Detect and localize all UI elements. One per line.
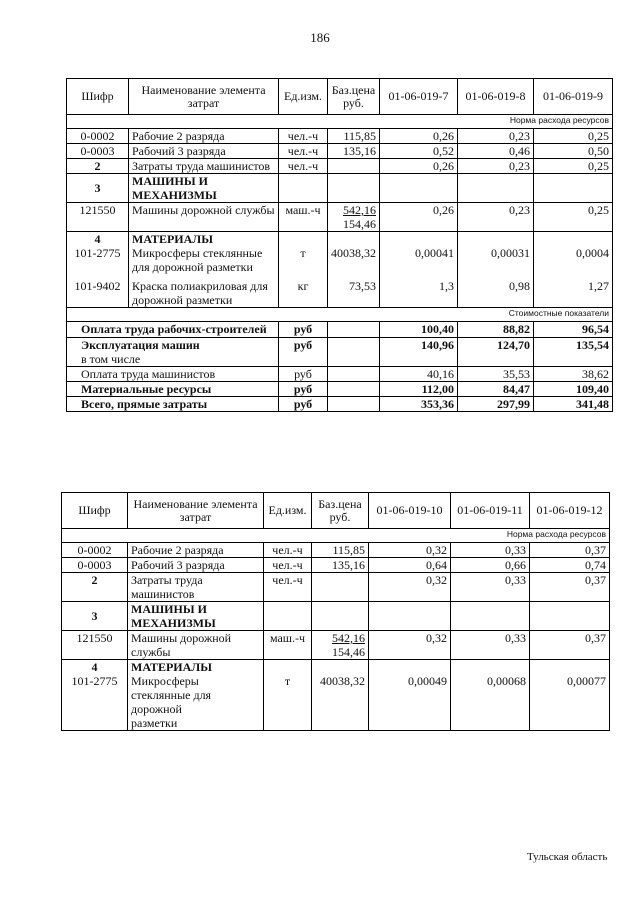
- cost-value-1: 112,00: [380, 382, 458, 397]
- cost-subheader-row: [67, 308, 613, 322]
- cost-unit: руб: [279, 338, 328, 367]
- row-code: 2: [67, 159, 129, 174]
- table-row: [67, 203, 613, 232]
- cost-value-3: 109,40: [534, 382, 613, 397]
- row-unit: чел.-ч: [264, 573, 312, 602]
- row-value-2: 0,66: [451, 558, 530, 573]
- row-unit: чел.-ч: [264, 543, 312, 558]
- row-value-1: 0,00041: [380, 232, 458, 275]
- row-unit: чел.-ч: [264, 558, 312, 573]
- row-value-1: 0,32: [369, 573, 451, 602]
- cost-label: Стоимостные показатели: [67, 308, 613, 322]
- row-value-2: 0,23: [458, 129, 534, 144]
- table-row: [62, 543, 610, 558]
- cost-name: Всего, прямые затраты: [67, 397, 279, 412]
- table-header-row: [62, 493, 610, 529]
- row-code: 4 101-2775: [62, 660, 128, 731]
- cost-value-2: 35,53: [458, 367, 534, 382]
- row-value-3: 1,27: [534, 274, 613, 308]
- table-row: [67, 274, 613, 308]
- row-name: МАШИНЫ И МЕХАНИЗМЫ: [128, 602, 264, 631]
- row-code: 2: [62, 573, 128, 602]
- cost-row: [67, 367, 613, 382]
- norm-label: Норма расхода ресурсов: [67, 115, 613, 129]
- row-name: Машины дорожной службы: [128, 631, 264, 660]
- cost-value-2: 124,70: [458, 338, 534, 367]
- price-value: 542,16: [332, 631, 365, 645]
- header-price: Баз.цена руб.: [312, 493, 369, 529]
- row-unit: кг: [279, 274, 328, 308]
- row-name-sub: Микросферы стеклянные для дорожной разметки: [131, 674, 212, 730]
- row-name: Краска полиакриловая для дорожной разметки: [129, 274, 279, 308]
- cost-row: [67, 397, 613, 412]
- row-value-2: 0,46: [458, 144, 534, 159]
- resource-table-2: [61, 492, 610, 731]
- row-unit: маш.-ч: [279, 203, 328, 232]
- header-code-col-3: 01-06-019-9: [534, 79, 613, 115]
- row-code: 121550: [62, 631, 128, 660]
- cost-value-3: 96,54: [534, 322, 613, 338]
- row-value-1: 0,64: [369, 558, 451, 573]
- row-code-sub: 101-2775: [71, 674, 118, 688]
- row-code: 3: [62, 602, 128, 631]
- table-row: [62, 558, 610, 573]
- header-name: Наименование элемента затрат: [128, 493, 264, 529]
- table-row: [62, 573, 610, 602]
- row-value-2: 0,33: [451, 573, 530, 602]
- row-name: Машины дорожной службы: [129, 203, 279, 232]
- row-value-1: 0,32: [369, 631, 451, 660]
- row-name: Рабочий 3 разряда: [129, 144, 279, 159]
- row-value-2: 0,23: [458, 159, 534, 174]
- row-code: 0-0002: [67, 129, 129, 144]
- row-unit: т: [264, 660, 312, 731]
- row-name: МАШИНЫ И МЕХАНИЗМЫ: [129, 174, 279, 203]
- row-name: Рабочий 3 разряда: [128, 558, 264, 573]
- cost-value-1: 353,36: [380, 397, 458, 412]
- row-value-1: 0,00049: [369, 660, 451, 731]
- row-price: 40038,32: [328, 232, 380, 275]
- section-row-machines: [62, 602, 610, 631]
- page-number: 186: [310, 30, 330, 45]
- row-name: Затраты труда машинистов: [129, 159, 279, 174]
- table-row: [67, 159, 613, 174]
- section-row-materials: [67, 232, 613, 275]
- cost-name: Оплата труда рабочих-строителей: [67, 322, 279, 338]
- table-row: [67, 144, 613, 159]
- row-value-1: 1,3: [380, 274, 458, 308]
- row-name: МАТЕРИАЛЫ Микросферы стеклянные для дорожной разметки: [129, 232, 279, 275]
- row-value-3: 0,25: [534, 129, 613, 144]
- row-code: 101-9402: [67, 274, 129, 308]
- row-value-3: 0,37: [530, 573, 610, 602]
- cost-value-1: 100,40: [380, 322, 458, 338]
- row-value-3: 0,00077: [530, 660, 610, 731]
- row-price: 115,85: [328, 129, 380, 144]
- row-price: 115,85: [312, 543, 369, 558]
- cost-value-3: 135,54: [534, 338, 613, 367]
- cost-name: Эксплуатация машин в том числе: [67, 338, 279, 367]
- cost-unit: руб: [279, 397, 328, 412]
- cost-value-2: 297,99: [458, 397, 534, 412]
- header-price: Баз.цена руб.: [328, 79, 380, 115]
- row-code: 121550: [67, 203, 129, 232]
- row-code: 3: [67, 174, 129, 203]
- row-code: 0-0003: [67, 144, 129, 159]
- cost-name: Материальные ресурсы: [67, 382, 279, 397]
- row-value-2: 0,00068: [451, 660, 530, 731]
- row-value-1: 0,52: [380, 144, 458, 159]
- row-value-3: 0,74: [530, 558, 610, 573]
- row-value-1: 0,26: [380, 129, 458, 144]
- row-unit: чел.-ч: [279, 129, 328, 144]
- row-price: 135,16: [328, 144, 380, 159]
- row-unit: маш.-ч: [264, 631, 312, 660]
- cost-value-3: 341,48: [534, 397, 613, 412]
- row-value-3: 0,25: [534, 159, 613, 174]
- header-name: Наименование элемента затрат: [129, 79, 279, 115]
- price-value-labor: 154,46: [343, 217, 376, 231]
- resource-table-1: [66, 78, 613, 412]
- cost-row: [67, 382, 613, 397]
- row-unit: т: [279, 232, 328, 275]
- row-price: [312, 573, 369, 602]
- norm-label: Норма расхода ресурсов: [62, 529, 610, 543]
- header-code: Шифр: [62, 493, 128, 529]
- row-unit: чел.-ч: [279, 159, 328, 174]
- header-code-col-2: 01-06-019-11: [451, 493, 530, 529]
- row-code: 4 101-2775: [67, 232, 129, 275]
- row-name: МАТЕРИАЛЫ Микросферы стеклянные для дорожной разметки: [128, 660, 264, 731]
- row-value-2: 0,00031: [458, 232, 534, 275]
- table-header-row: [67, 79, 613, 115]
- row-unit: чел.-ч: [279, 144, 328, 159]
- cost-value-2: 88,82: [458, 322, 534, 338]
- header-code-col-1: 01-06-019-7: [380, 79, 458, 115]
- cost-row: [67, 322, 613, 338]
- price-value: 542,16: [343, 203, 376, 217]
- header-code-col-3: 01-06-019-12: [530, 493, 610, 529]
- row-value-1: 0,26: [380, 159, 458, 174]
- row-value-2: 0,33: [451, 543, 530, 558]
- row-name: Рабочие 2 разряда: [129, 129, 279, 144]
- row-value-3: 0,50: [534, 144, 613, 159]
- row-price: 40038,32: [312, 660, 369, 731]
- section-row-materials: [62, 660, 610, 731]
- row-price: 135,16: [312, 558, 369, 573]
- row-price: [312, 631, 369, 660]
- norm-subheader-row: [62, 529, 610, 543]
- norm-subheader-row: [67, 115, 613, 129]
- row-price: [328, 203, 380, 232]
- row-value-3: 0,25: [534, 203, 613, 232]
- price-value-labor: 154,46: [332, 645, 365, 659]
- row-value-3: 0,0004: [534, 232, 613, 275]
- table-row: [62, 631, 610, 660]
- header-unit: Ед.изм.: [264, 493, 312, 529]
- row-value-3: 0,37: [530, 543, 610, 558]
- cost-unit: руб: [279, 322, 328, 338]
- row-name: Рабочие 2 разряда: [128, 543, 264, 558]
- row-price: 73,53: [328, 274, 380, 308]
- row-value-2: 0,23: [458, 203, 534, 232]
- table-row: [67, 129, 613, 144]
- cost-value-3: 38,62: [534, 367, 613, 382]
- cost-value-2: 84,47: [458, 382, 534, 397]
- header-unit: Ед.изм.: [279, 79, 328, 115]
- row-code-sub: 101-2775: [74, 246, 121, 260]
- row-code: 0-0003: [62, 558, 128, 573]
- row-price: [328, 159, 380, 174]
- cost-unit: руб: [279, 367, 328, 382]
- section-row-machines: [67, 174, 613, 203]
- row-name-sub: Микросферы стеклянные для дорожной разметки: [132, 246, 263, 274]
- cost-value-1: 140,96: [380, 338, 458, 367]
- header-code-col-2: 01-06-019-8: [458, 79, 534, 115]
- row-name: Затраты труда машинистов: [128, 573, 264, 602]
- row-code: 0-0002: [62, 543, 128, 558]
- row-value-2: 0,33: [451, 631, 530, 660]
- row-value-3: 0,37: [530, 631, 610, 660]
- row-value-2: 0,98: [458, 274, 534, 308]
- header-code: Шифр: [67, 79, 129, 115]
- cost-name-sub: в том числе: [81, 352, 141, 366]
- row-value-1: 0,32: [369, 543, 451, 558]
- cost-value-1: 40,16: [380, 367, 458, 382]
- row-value-1: 0,26: [380, 203, 458, 232]
- cost-unit: руб: [279, 382, 328, 397]
- cost-name: Оплата труда машинистов: [67, 367, 279, 382]
- footer-region: Тульская область: [527, 851, 608, 863]
- cost-row: [67, 338, 613, 367]
- header-code-col-1: 01-06-019-10: [369, 493, 451, 529]
